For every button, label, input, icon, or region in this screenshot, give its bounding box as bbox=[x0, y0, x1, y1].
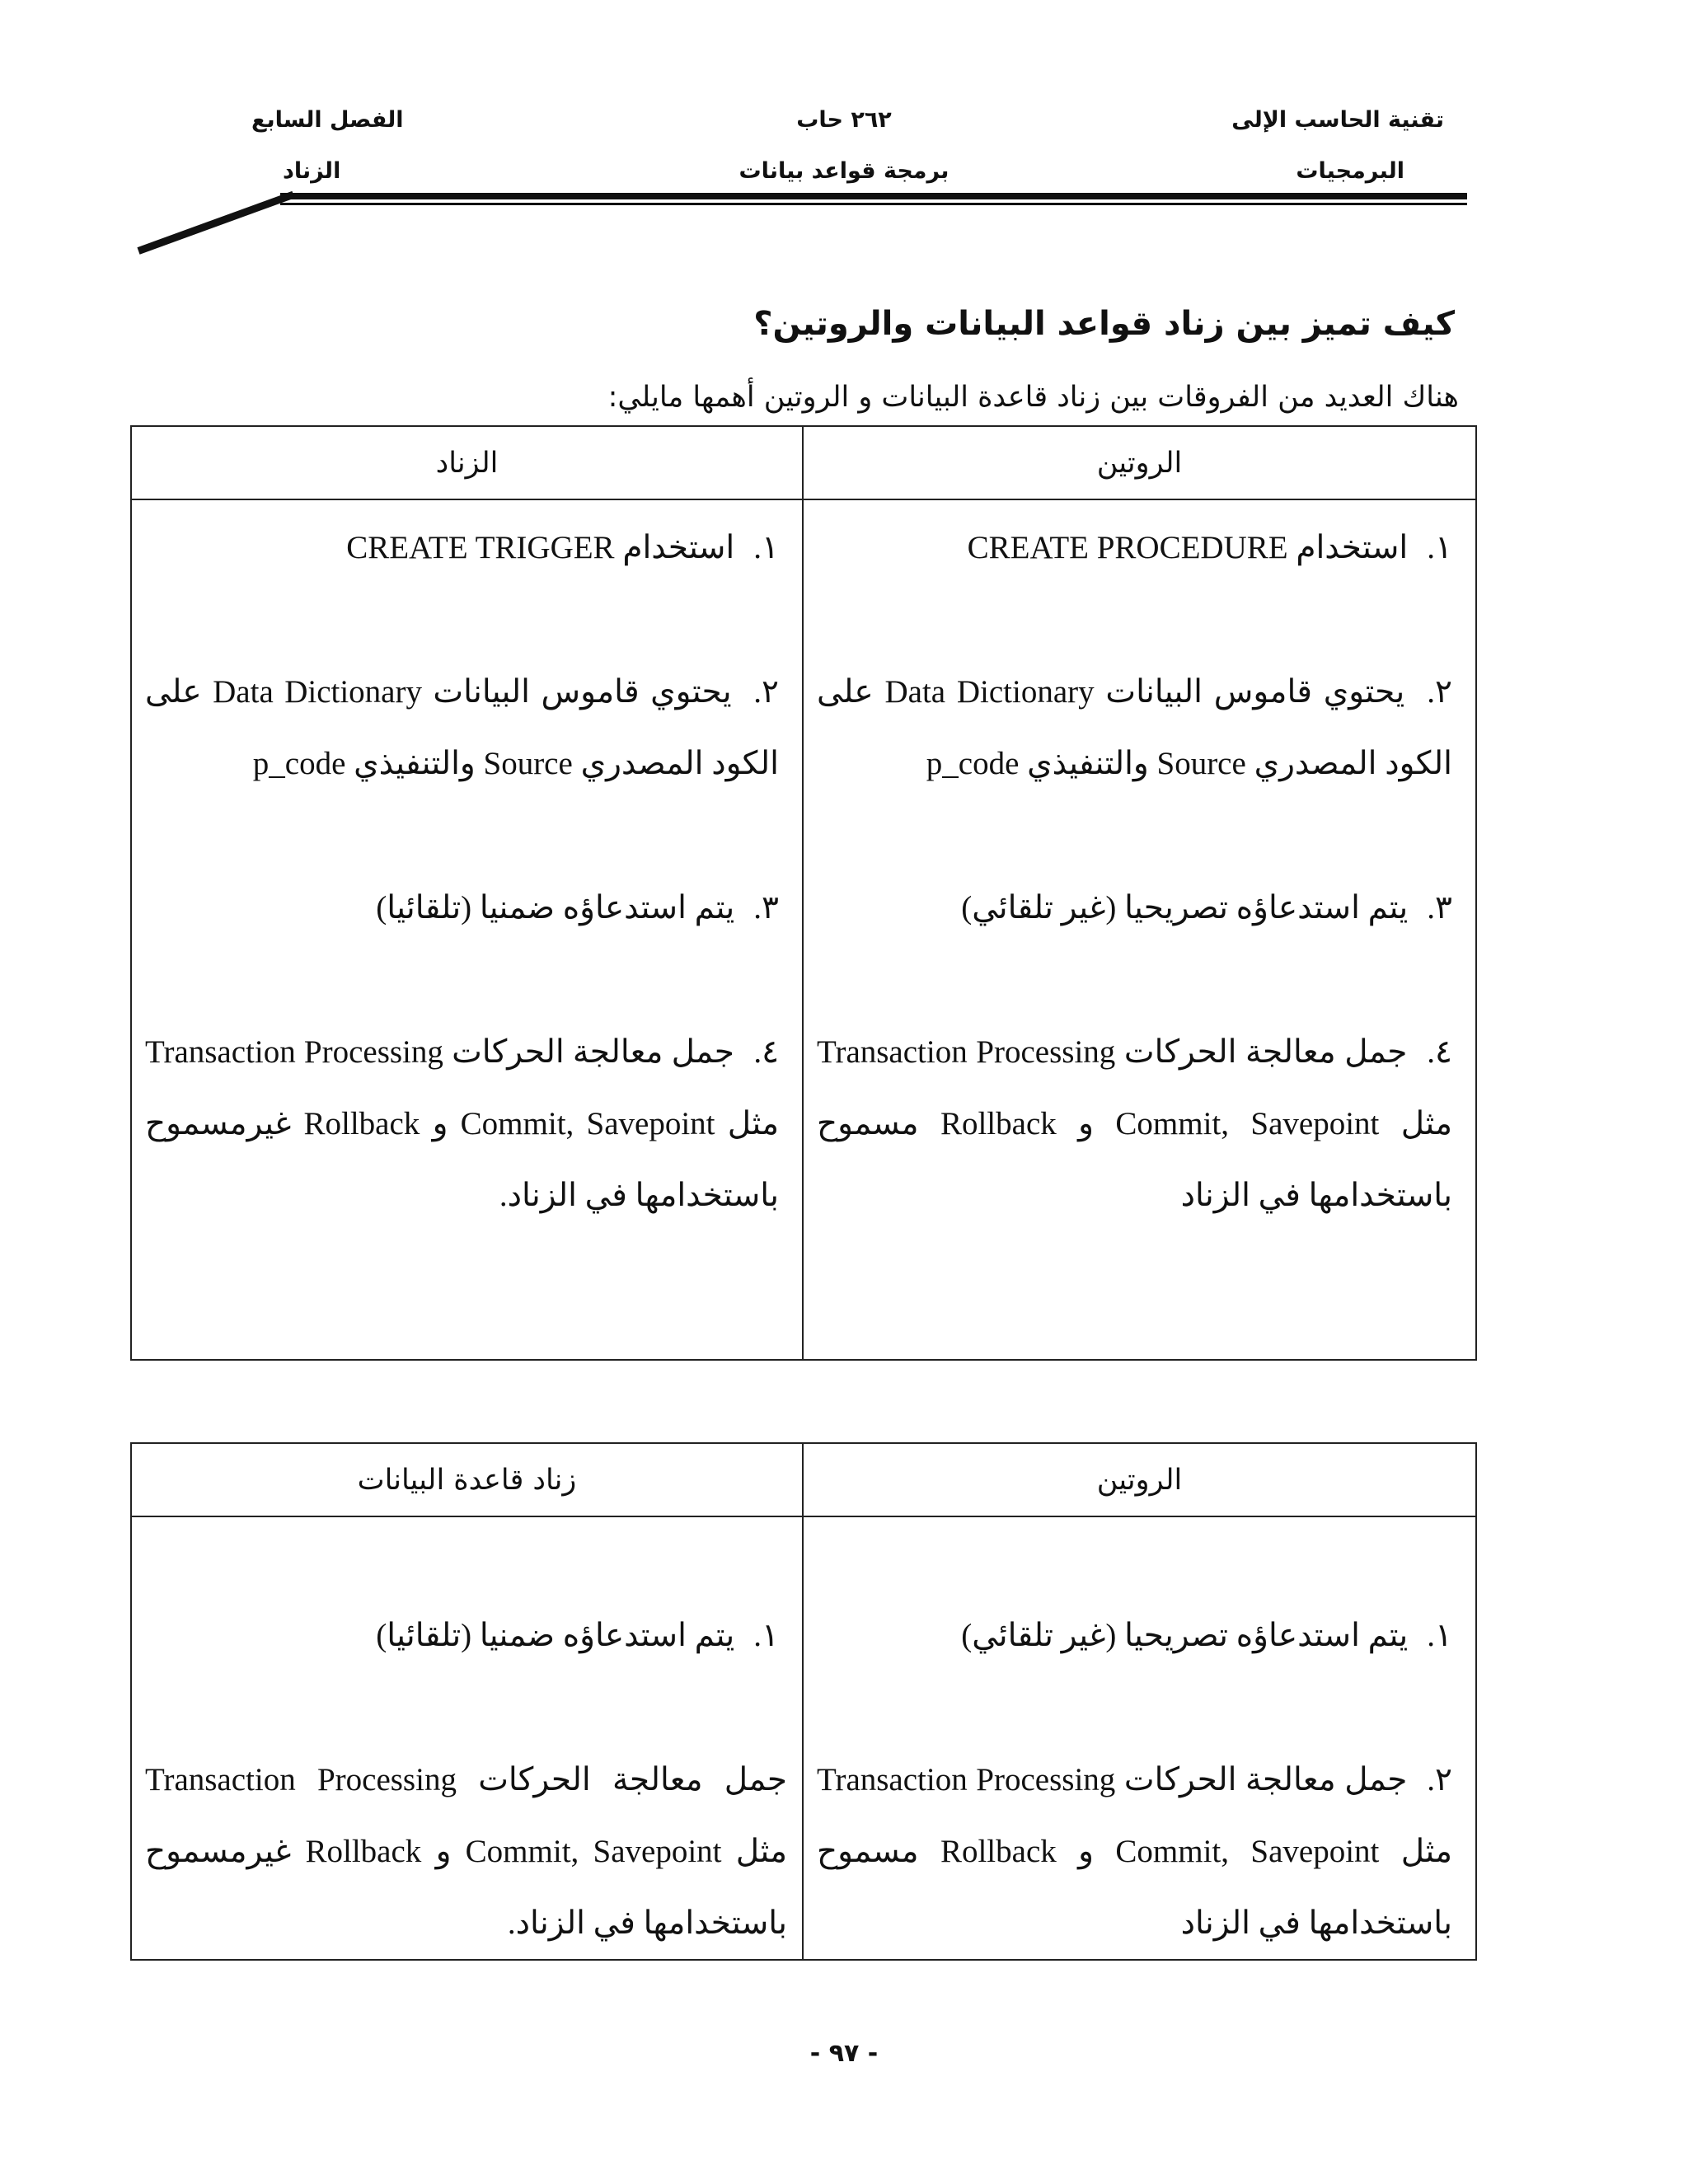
header-department: البرمجيات bbox=[1296, 158, 1404, 184]
comparison-table-1 bbox=[130, 425, 1477, 1361]
trigger-cell bbox=[131, 499, 803, 1360]
header-rule-thick bbox=[280, 193, 1467, 199]
header-chapter: الفصل السابع bbox=[251, 107, 404, 133]
table-row bbox=[131, 1516, 1476, 1960]
column-header-routine: الروتين bbox=[803, 1443, 1476, 1516]
list-item: ١. يتم استدعاؤه تصريحيا (غير تلقائي) bbox=[961, 1618, 1452, 1653]
list-item: ٤. جمل معالجة الحركات Transaction Processing مثل Commit, Savepoint و Rollback مسموح باستخدامها في الزناد bbox=[817, 1034, 1452, 1213]
list-item: ١. استخدام CREATE TRIGGER bbox=[346, 530, 779, 565]
intro-text: هناك العديد من الفروقات بين زناد قاعدة البيانات و الروتين أهمها مايلي: bbox=[607, 381, 1459, 414]
list-item: ٢. يحتوي قاموس البيانات Data Dictionary على الكود المصدري Source والتنفيذي p_code bbox=[145, 674, 779, 781]
list-item: ١. استخدام CREATE PROCEDURE bbox=[967, 530, 1452, 565]
list-item: ٣. يتم استدعاؤه تصريحيا (غير تلقائي) bbox=[961, 890, 1452, 926]
routine-cell bbox=[803, 499, 1476, 1360]
trigger-cell bbox=[131, 1516, 803, 1960]
list-item: ٣. يتم استدعاؤه ضمنيا (تلقائيا) bbox=[376, 890, 779, 926]
page-title: كيف تميز بين زناد قواعد البيانات والروتين؟ bbox=[753, 305, 1455, 343]
header-course-code: ٢٦٢ حاب bbox=[796, 107, 892, 133]
column-header-trigger: الزناد bbox=[131, 426, 803, 499]
header-course-title: تقنية الحاسب الإلى bbox=[1231, 107, 1444, 133]
routine-cell bbox=[803, 1516, 1476, 1960]
header-course-name: برمجة قواعد بيانات bbox=[738, 158, 950, 184]
list-item: ٢. يحتوي قاموس البيانات Data Dictionary على الكود المصدري Source والتنفيذي p_code bbox=[817, 674, 1452, 781]
table-header-row bbox=[131, 1443, 1476, 1516]
list-item: ١. يتم استدعاؤه ضمنيا (تلقائيا) bbox=[376, 1618, 779, 1653]
comparison-table-2 bbox=[130, 1442, 1477, 1961]
header-rule-diagonal bbox=[137, 191, 294, 255]
list-item: جمل معالجة الحركات Transaction Processing مثل Commit, Savepoint و Rollback غيرمسموح باستخدامها في الزناد. bbox=[145, 1762, 787, 1941]
header-chapter-topic: الزناد bbox=[283, 158, 341, 184]
column-header-routine: الروتين bbox=[803, 426, 1476, 499]
column-header-trigger: زناد قاعدة البيانات bbox=[131, 1443, 803, 1516]
list-item: ٤. جمل معالجة الحركات Transaction Processing مثل Commit, Savepoint و Rollback غيرمسموح باستخدامها في الزناد. bbox=[145, 1034, 780, 1213]
table-header-row bbox=[131, 426, 1476, 499]
list-item: ٢. جمل معالجة الحركات Transaction Processing مثل Commit, Savepoint و Rollback مسموح باستخدامها في الزناد bbox=[817, 1762, 1452, 1941]
page-number: - ٩٧ - bbox=[809, 2039, 879, 2068]
header-rule-thin bbox=[280, 203, 1467, 205]
table-row bbox=[131, 499, 1476, 1360]
